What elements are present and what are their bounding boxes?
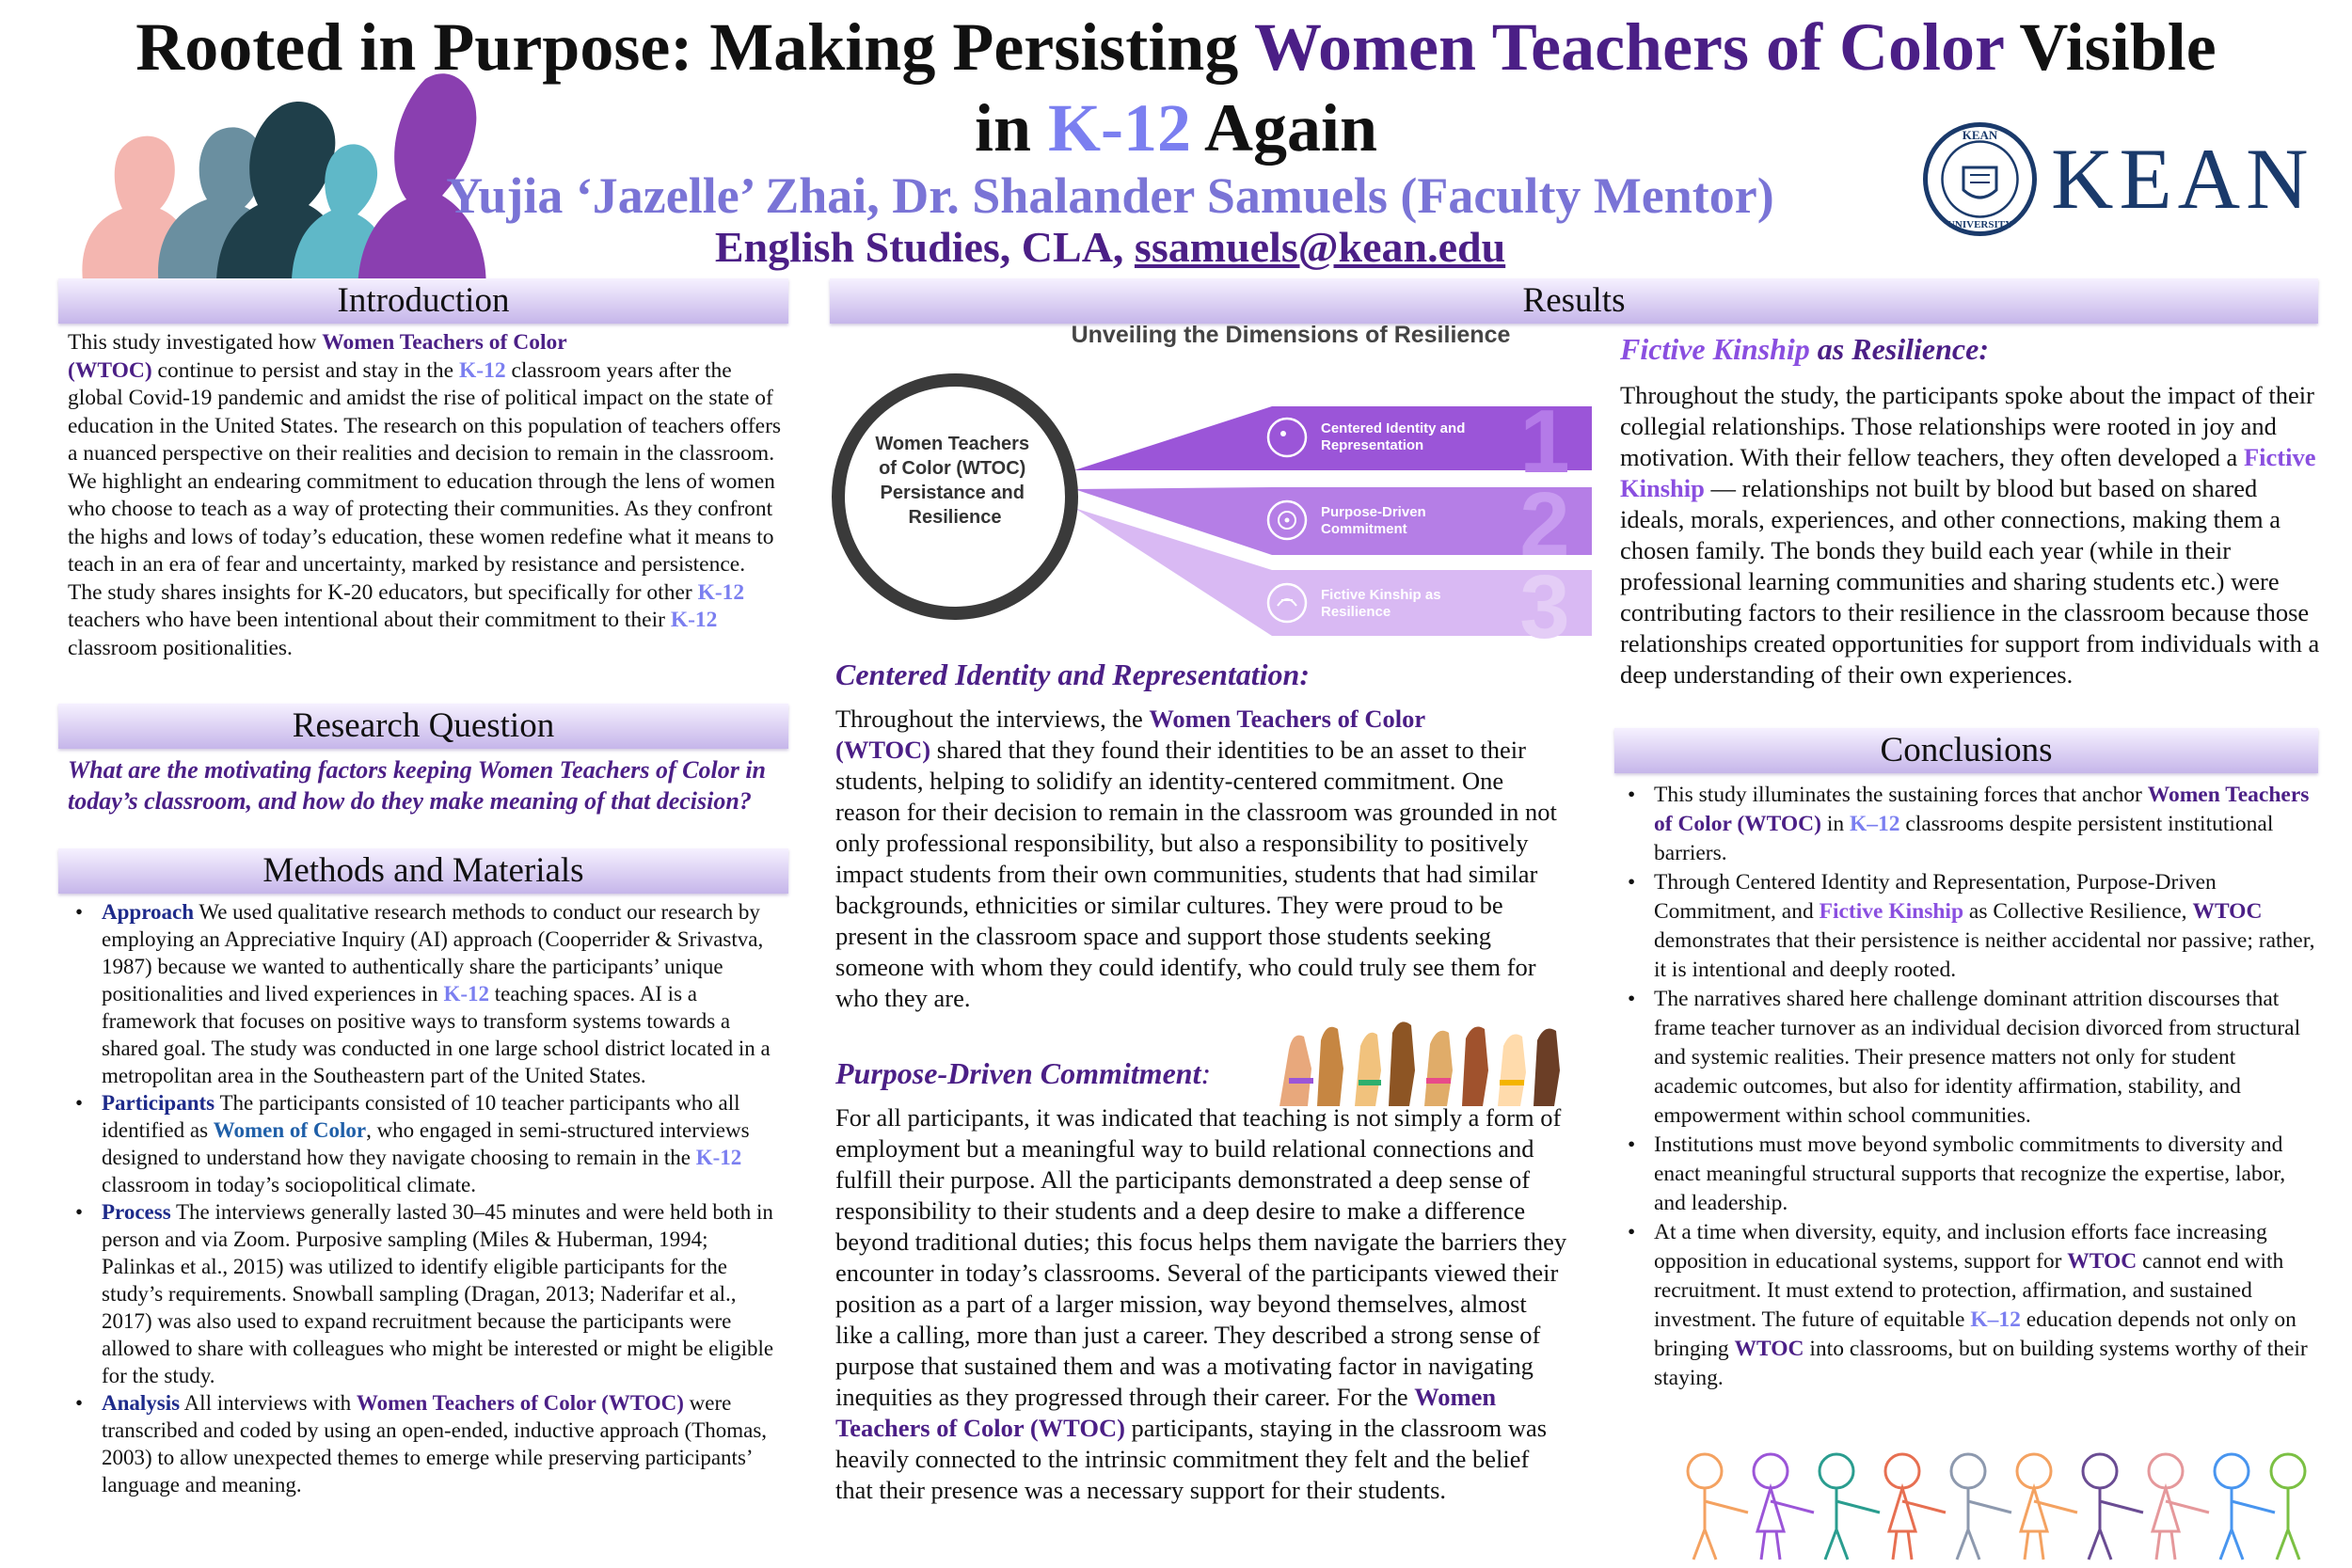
methods-approach-item: • Approach We used qualitative research methods to conduct our research by employing an Appreciative Inquiry (AI) approach (Cooperrider & Srivastva, 1987) because we wanted to authentically share the participants’ unique positionalities and lived experiences in K-12 teaching spaces. AI is a framework that focuses on positive ways to transform systems towards a shared goal. The study was conducted in one large school district located in a metropolitan area in the Southeastern part of the United States. [102,898,787,1089]
svg-text:Women Teachers of Color (W: Women Teachers of Color (WTOC) Persistance and Resilience [875,434,1030,528]
kean-wordmark-logo: KEAN [2051,131,2314,227]
conclusion-item-1: • This study illuminates the sustaining forces that anchor Women Teachers of Color (WTOC) in K–12 classrooms despite persistent institutional barriers. [1654,781,2316,868]
svg-text:KEAN: KEAN [1962,128,1998,142]
svg-text:Purpose-DrivenCommitment: Purpose-Driven Commitment [1321,504,1426,537]
svg-text:1: 1 [1519,391,1570,492]
methods-list [68,898,787,1498]
raised-hands-illustration [1270,1012,1571,1106]
results-header: Results [830,278,2318,324]
svg-text:Centered Identity andRepresent: Centered Identity and Representation [1321,420,1466,453]
centered-identity-heading: Centered Identity and Representation: [835,657,1310,691]
email-link[interactable]: ssamuels@kean.edu [1134,223,1506,271]
purpose-driven-text: For all participants, it was indicated that teaching is not simply a form of employment but a meaningful way to build relational connections and fulfill their purpose. All the participants demonstrated a deep sense of responsibility to their students and a deep desire to make a difference beyond traditional duties; this focus helps them navigate the barriers they encounter in today’s classrooms. Several of the participants viewed their position as a part of a larger mission, way beyond themselves, almost like a calling, more than just a career. They described a strong sense of purpose that sustained them and was a motivating factor in navigating inequities as they progressed through their career. For the Women Teachers of Color (WTOC) participants, staying in the classroom was heavily connected to the intrinsic commitment they felt and the belief that their presence was a necessary support for their students. [835,1103,1567,1504]
resilience-dimensions-diagram [820,320,1601,658]
conclusions-list [1620,781,2316,1393]
conclusion-item-2: • Through Centered Identity and Representation, Purpose-Driven Commitment, and Fictive Kinship as Collective Resilience, WTOC demonstrates that their persistence is neither accidental nor passive; rather, it is intentional and deeply rooted. [1654,868,2316,985]
kean-university-seal-icon [1921,120,2039,238]
fictive-kinship-heading: Fictive Kinship as Resilience: [1620,332,1989,366]
introduction-header: Introduction [58,278,788,324]
purpose-driven-heading: Purpose-Driven Commitment: [835,1056,1212,1090]
svg-text:2: 2 [1519,474,1570,575]
svg-text:3: 3 [1519,557,1570,657]
conclusion-item-4: • Institutions must move beyond symbolic commitments to diversity and enact meaningful structural supports that recognize the expertise, labor, and leadership. [1654,1131,2316,1218]
svg-text:Fictive Kinship asResilience: Fictive Kinship as Resilience [1321,587,1441,620]
research-question-header: Research Question [58,704,788,749]
children-holding-hands-illustration [1667,1445,2316,1563]
conclusions-header: Conclusions [1614,728,2318,773]
methods-participants-item: • Participants The participants consisted of 10 teacher participants who all identified as Women of Color, who engaged in semi-structured interviews designed to understand how they navigate choosing to remain in the K-12 classroom in today’s sociopolitical climate. [102,1089,787,1198]
conclusion-item-3: • The narratives shared here challenge dominant attrition discourses that frame teacher turnover as an individual decision divorced from structural and systemic realities. Their presence matters not only for student academic outcomes, but also for identity affirmation, stability, and empowerment within school communities. [1654,985,2316,1131]
research-question-text: What are the motivating factors keeping Women Teachers of Color in today’s classroom, and how do they make meaning of that decision? [68,756,767,815]
methods-header: Methods and Materials [58,848,788,894]
diagram-title: Unveiling the Dimensions of Resilience [1071,322,1511,348]
svg-text:UNIVERSITY: UNIVERSITY [1947,219,2013,230]
introduction-text: This study investigated how Women Teachers of Color (WTOC) continue to persist and stay in the K-12 classroom years after the global Covid-19 pandemic and amidst the rise of political impact on the state of education in the United States. The research on this population of teachers offers a nuanced perspective on their realities and decision to remain in the classroom. We highlight an endearing commitment to education through the lens of women who choose to teach as a way of protecting their communities. As they confront the highs and lows of today’s education, these women redefine what it means to teach in an era of fear and uncertainty, marked by resistance and persistence. The study shares insights for K-20 educators, but specifically for other K-12 teachers who have been intentional about their commitment to their K-12 classroom positionalities. [68,330,782,660]
methods-analysis-item: • Analysis All interviews with Women Teachers of Color (WTOC) were transcribed and coded by using an open-ended, inductive approach (Thomas, 2003) to allow unexpected themes to emerge while preserving participants’ language and meaning. [102,1389,787,1498]
poster-title-line-2: in K-12 Again [974,90,1378,166]
poster-authors: Yujia ‘Jazelle’ Zhai, Dr. Shalander Samuels (Faculty Mentor) [446,167,1774,224]
centered-identity-text: Throughout the interviews, the Women Teachers of Color (WTOC) shared that they found their identities to be an asset to their students, helping to solidify an identity-centered commitment. One reason for their decision to remain in the classroom was grounded in not only professional responsibility, but also a responsibility to positively impact students from their own communities, students that had similar backgrounds, ethnicities or similar cultures. They were proud to be present in the classroom space and support those students seeking someone with whom they could identify, who could truly see them for who they are. [835,705,1557,1012]
methods-process-item: • Process The interviews generally lasted 30–45 minutes and were held both in person and via Zoom. Purposive sampling (Miles & Huberman, 1994; Palinkas et al., 2015) was utilized to identify eligible participants for the study’s requirements. Snowball sampling (Dragan, 2013; Naderifar et al., 2017) was also used to expand recruitment because the participants were allowed to share with colleagues who might be interested or might be eligible for the study. [102,1198,787,1389]
conclusion-item-5: • At a time when diversity, equity, and inclusion efforts face increasing opposition in educational systems, support for WTOC cannot end with recruitment. It must extend to protection, affirmation, and sustained investment. The future of equitable K–12 education depends not only on bringing WTOC into classrooms, but on building systems worthy of their staying. [1654,1218,2316,1393]
fictive-kinship-text: Throughout the study, the participants spoke about the impact of their collegial relationships. Those relationships were rooted in joy and motivation. With their fellow teachers, they often developed a Fictive Kinship — relationships not built by blood but based on shared ideals, morals, experiences, and other connections, making them a chosen family. The bonds they build each year (while in their professional learning communities and sharing students etc.) were contributing factors to their resilience in the classroom because those relationships created opportunities for support from individuals with a deep understanding of their own experiences. [1620,381,2320,689]
poster-title-line-1: Rooted in Purpose: Making Persisting Women Teachers of Color Visible [135,9,2217,85]
poster-affiliation: English Studies, CLA, ssamuels@kean.edu [714,223,1506,271]
